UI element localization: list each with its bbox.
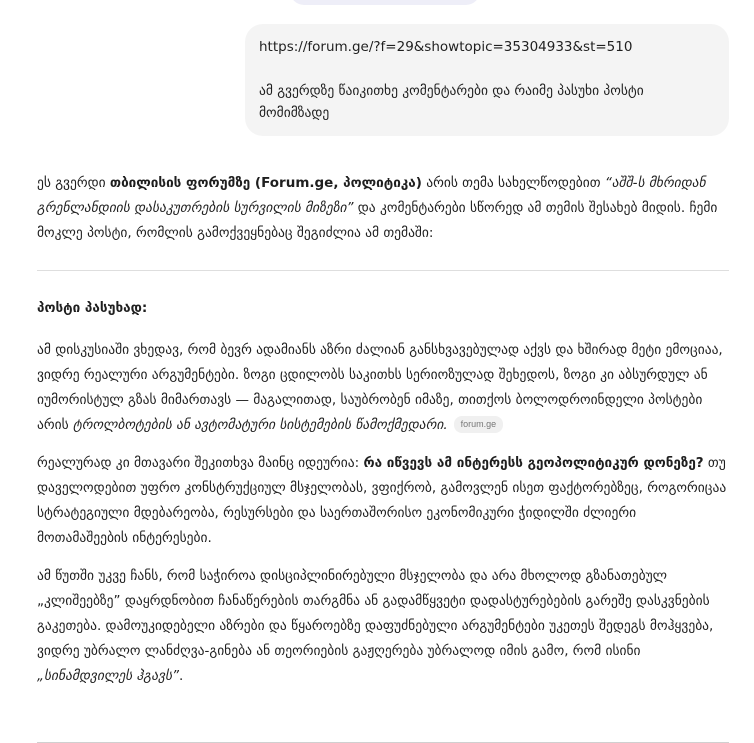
intro-text: არის თემა სახელწოდებით <box>421 175 605 191</box>
paragraph-italic: ტროლბოტების ან ავტომატური სისტემების წამოქმედარი. <box>72 417 448 433</box>
assistant-response <box>37 171 729 702</box>
section-divider <box>37 270 729 271</box>
user-message-request: ამ გვერდზე წაიკითხე კომენტარები და რაიმე პასუხი პოსტი მომიმზადე <box>259 83 644 121</box>
intro-text: ეს გვერდი <box>37 175 110 191</box>
paragraph-text: . <box>179 668 184 684</box>
user-message-bubble <box>245 24 729 136</box>
paragraph-text: ამ წუთში უკვე ჩანს, რომ საჭიროა დისციპლინირებული მსჯელობა და არა მხოლოდ გზანათებულ „კლიშეებზე” დაყრდნობით ჩანაწერების თარგმნა ან გადამწყვეტი დადასტურებების გარეშე დასკვნების გაკეთება. დამოუკიდებელი აზრები და წყაროებზე დაფუძნებული არგუმენტები უკეთეს შედეგს მოჰყვება, ვიდრე უბრალო ლანძღვა-გინება ან თეორიების გაჟღერება უბრალოდ იმის გამო, რომ ისინი <box>37 568 714 659</box>
reply-paragraph-2 <box>37 451 729 551</box>
paragraph-bold-question: რა იწვევს ამ ინტერესს გეოპოლიტიკურ დონეზე? <box>363 455 704 471</box>
previous-message-bubble <box>290 0 480 5</box>
reply-paragraph-1 <box>37 338 729 438</box>
topic-title: “აშშ-ს მხრიდან გრენლანდიის დასაკუთრების სურვილის მიზეზი” <box>37 175 706 216</box>
user-message-url: https://forum.ge/?f=29&showtopic=35304933&st=510 <box>259 39 633 55</box>
intro-text: და კომენტარები სწორედ ამ თემის შესახებ მიდის. ჩემი მოკლე პოსტი, რომლის გამოქვეყნებაც შეგიძლია ამ თემაში: <box>37 200 718 241</box>
paragraph-text: რეალურად კი მთავარი შეკითხვა მაინც იდეურია: <box>37 455 364 471</box>
reply-paragraph-3 <box>37 564 729 689</box>
intro-paragraph <box>37 171 729 246</box>
paragraph-italic: „სინამდვილეს ჰგავს” <box>37 668 180 684</box>
paragraph-text: ამ დისკუსიაში ვხედავ, რომ ბევრ ადამიანს აზრი ძალიან განსხვავებულად აქვს და ხშირად მეტი ემოციაა, ვიდრე რეალური არგუმენტები. ზოგი ცდილობს საკითხს სერიოზულად შეხედოს, ზოგი კი აბსურდულ ან იუმორისტულ გზას მიმართავს — მაგალითად, საუბრობენ იმაზე, თითქოს ბოლოდროინდელი პოსტები არის <box>37 342 723 433</box>
forum-name: თბილისის ფორუმზე (Forum.ge, პოლიტიკა) <box>109 175 422 191</box>
reply-heading: პოსტი პასუხად: <box>37 300 148 316</box>
source-chip-forum-ge[interactable]: forum.ge <box>454 416 504 433</box>
paragraph-text: თუ დაველოდებით უფრო კონსტრუქციულ მსჯელობას, ვფიქრობ, გამოვლენ ისეთ ფაქტორებზეც, როგორიცაა სტრატეგიული მდებარეობა, რესურსები და საერთაშორისო ეკონომიკური ჭიდილში ძლიერი მოთამაშეების ინტერესები. <box>37 455 727 546</box>
